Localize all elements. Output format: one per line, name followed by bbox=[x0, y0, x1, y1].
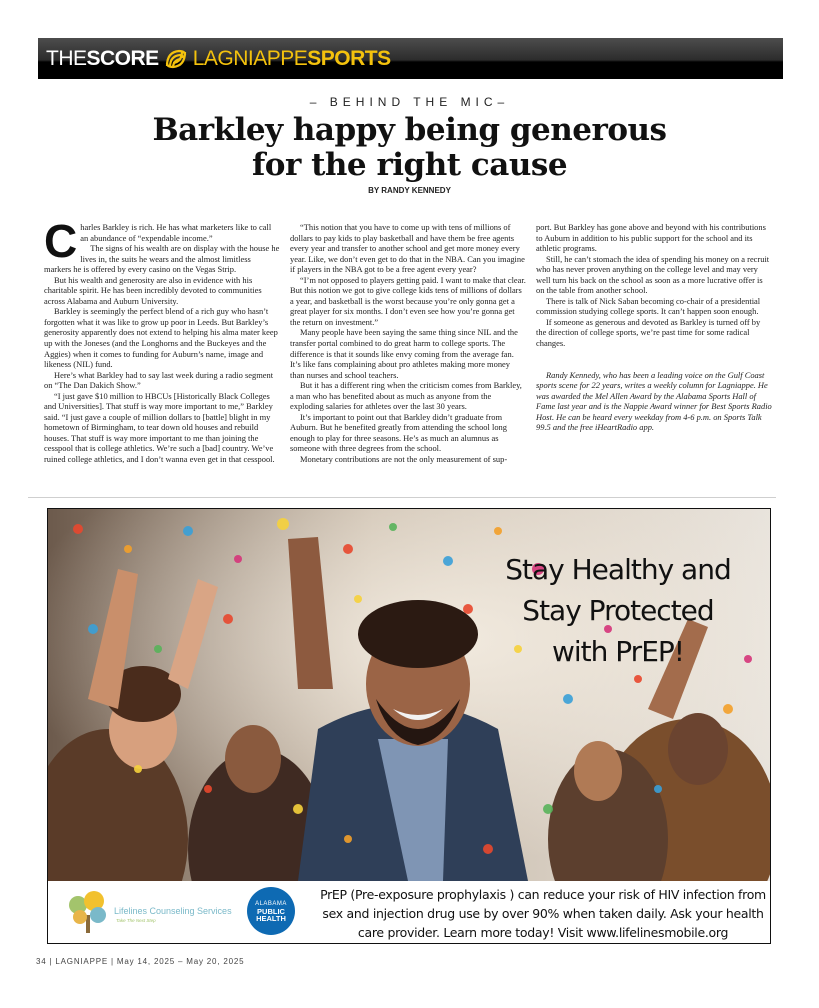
ad-headline-line-1: Stay Healthy and bbox=[505, 553, 731, 586]
paragraph: But it has a different ring when the criticism comes from Barkley, a man who has benefited about as much as anyone from the exploding salaries for athletes over the last 30 years. bbox=[290, 380, 522, 412]
headline-line-1: Barkley happy being generous bbox=[152, 112, 667, 148]
article-headline bbox=[0, 113, 819, 183]
ad-footer bbox=[48, 881, 770, 943]
lifelines-logo[interactable] bbox=[64, 887, 246, 937]
ad-headline-line-3: with PrEP! bbox=[551, 635, 684, 668]
aph-line-2-text: PUBLIC bbox=[257, 907, 285, 916]
paragraph: harles Barkley is rich. He has what marketers like to call an abundance of “expendable income.” bbox=[80, 222, 272, 243]
aph-line-1: ALABAMA bbox=[255, 901, 287, 907]
alabama-public-health-logo[interactable] bbox=[247, 887, 295, 935]
lifelines-name: Lifelines Counseling Services bbox=[114, 906, 232, 916]
page-folio: 34 | LAGNIAPPE | May 14, 2025 – May 20, 2025 bbox=[36, 957, 245, 966]
paragraph: “This notion that you have to come up with tens of millions of dollars to pay kids to play basketball and have them be free agents every year and transfer to another school and get more money every year. Like, we don’t even get to do that in the NBA. Can you imagine if players in the NBA got to be a free agent every year? bbox=[290, 222, 525, 275]
article-column-1 bbox=[44, 215, 280, 465]
article-column-2 bbox=[290, 222, 526, 465]
ad-headline bbox=[468, 549, 768, 672]
ad-disclaimer: PrEP (Pre-exposure prophylaxis ) can reduce your risk of HIV infection from sex and injection drug use by over 90% when taken daily. Ask your health care provider. Learn more today! Visit www.lifelinesmobile.org bbox=[320, 887, 766, 940]
paragraph-spacer bbox=[536, 349, 772, 370]
paragraph: Monetary contributions are not the only measurement of sup- bbox=[300, 454, 508, 465]
paragraph: “I’m not opposed to players getting paid. I want to make that clear. But this notion we got to give college kids tens of millions of dollars a year, and basketball is the worst because you’re only gonna get a great player for six months. I don’t even see how you’re gonna get the return on investment.” bbox=[290, 274, 526, 327]
section-divider bbox=[28, 497, 776, 498]
paragraph: Still, he can’t stomach the idea of spending his money on a recruit who has never proven anything on the college level and may very well turn his back on the school as soon as a more lucrative offer is on the table from another school. bbox=[536, 253, 770, 296]
paragraph: Many people have been saying the same thing since NIL and the transfer portal combined to do great harm to college sports. The difference is that it sounds like envy coming from the average fan. It’s like fans complaining about pro athletes making more money than nurses and school teachers. bbox=[290, 327, 518, 380]
article-column-3 bbox=[536, 222, 772, 433]
masthead-sports: SPORTS bbox=[307, 47, 391, 70]
prep-advertisement[interactable] bbox=[47, 508, 771, 944]
paragraph: There is talk of Nick Saban becoming co-chair of a presidential commission studying college sports. It can’t happen soon enough. bbox=[536, 295, 761, 317]
headline-line-2: for the right cause bbox=[251, 147, 568, 183]
tree-logo-icon bbox=[64, 889, 112, 937]
paragraph: But his wealth and generosity are also in evidence with his charitable spirit. He has been incredibly devoted to communities across Alabama and Auburn University. bbox=[44, 274, 262, 306]
ad-headline-line-2: Stay Protected bbox=[522, 594, 714, 627]
paragraph: Barkley is seemingly the perfect blend of a rich guy who hasn’t forgotten what it was like to grow up poor in Leeds. But Barkley’s generosity apparently does not extend to helping his alma mater keep up with the Joneses (and the Longhorns and the Buckeyes and the Aggies) when it comes to funding for Auburn’s name, image and likeness (NIL) fund. bbox=[44, 306, 278, 370]
article-byline: BY RANDY KENNEDY bbox=[368, 186, 451, 195]
paragraph: “I just gave $10 million to HBCUs [Historically Black Colleges and Universities]. That stuff is way more important to me,” Barkley said. “I just gave a couple of million dollars to [battle] blight in my hometown of Birmingham, to tear down old houses and rebuild houses. That stuff is way more important to me than joining the cesspool that is college athletics. We’re such a [bad] country. We’ve ruined college athletics, and I don’t wanna even get in that cesspool. bbox=[44, 390, 275, 465]
aph-line-3-text: HEALTH bbox=[256, 914, 286, 923]
paragraph: Here’s what Barkley had to say last week during a radio segment on “The Dan Dakich Show.” bbox=[44, 369, 274, 391]
drop-cap: C bbox=[44, 215, 78, 267]
lifelines-tagline: Take The Next Step bbox=[116, 918, 156, 923]
section-masthead bbox=[38, 38, 783, 79]
paragraph: port. But Barkley has gone above and beyond with his contributions to Auburn in addition to his public support for the school and its athletic programs. bbox=[536, 222, 766, 254]
paragraph: If someone as generous and devoted as Barkley is turned off by the direction of college sports, we’re past time for some radical changes. bbox=[536, 316, 761, 349]
article-kicker: – BEHIND THE MIC– bbox=[309, 95, 510, 109]
masthead-lagniappe: LAGNIAPPE bbox=[192, 47, 308, 70]
masthead-the: THE bbox=[46, 47, 87, 70]
section-logo bbox=[46, 46, 391, 72]
paragraph: It’s important to point out that Barkley didn’t graduate from Auburn. But he benefited greatly from attending the school long enough to play for three seasons. He’s as much an alumnus as someone with three degrees from the school. bbox=[290, 411, 507, 454]
masthead-score: SCORE bbox=[86, 47, 159, 70]
author-bio: Randy Kennedy, who has been a leading voice on the Gulf Coast sports scene for 22 years, writes a weekly column for Lagniappe. He was awarded the Mel Allen Award by the Alabama Sports Hall of Fame last year and is the Nappie Award winner for Best Sports Radio Host. He can be heard every weekday from 4-6 p.m. on Sports Talk 99.5 and the free iHeartRadio app. bbox=[536, 369, 772, 433]
lagniappe-swirl-logo-icon bbox=[163, 46, 189, 72]
paragraph: The signs of his wealth are on display with the house he lives in, the suits he wears and the almost limitless markers he is offered by every casino on the Vegas Strip. bbox=[44, 243, 280, 275]
aph-line-2 bbox=[247, 908, 295, 922]
